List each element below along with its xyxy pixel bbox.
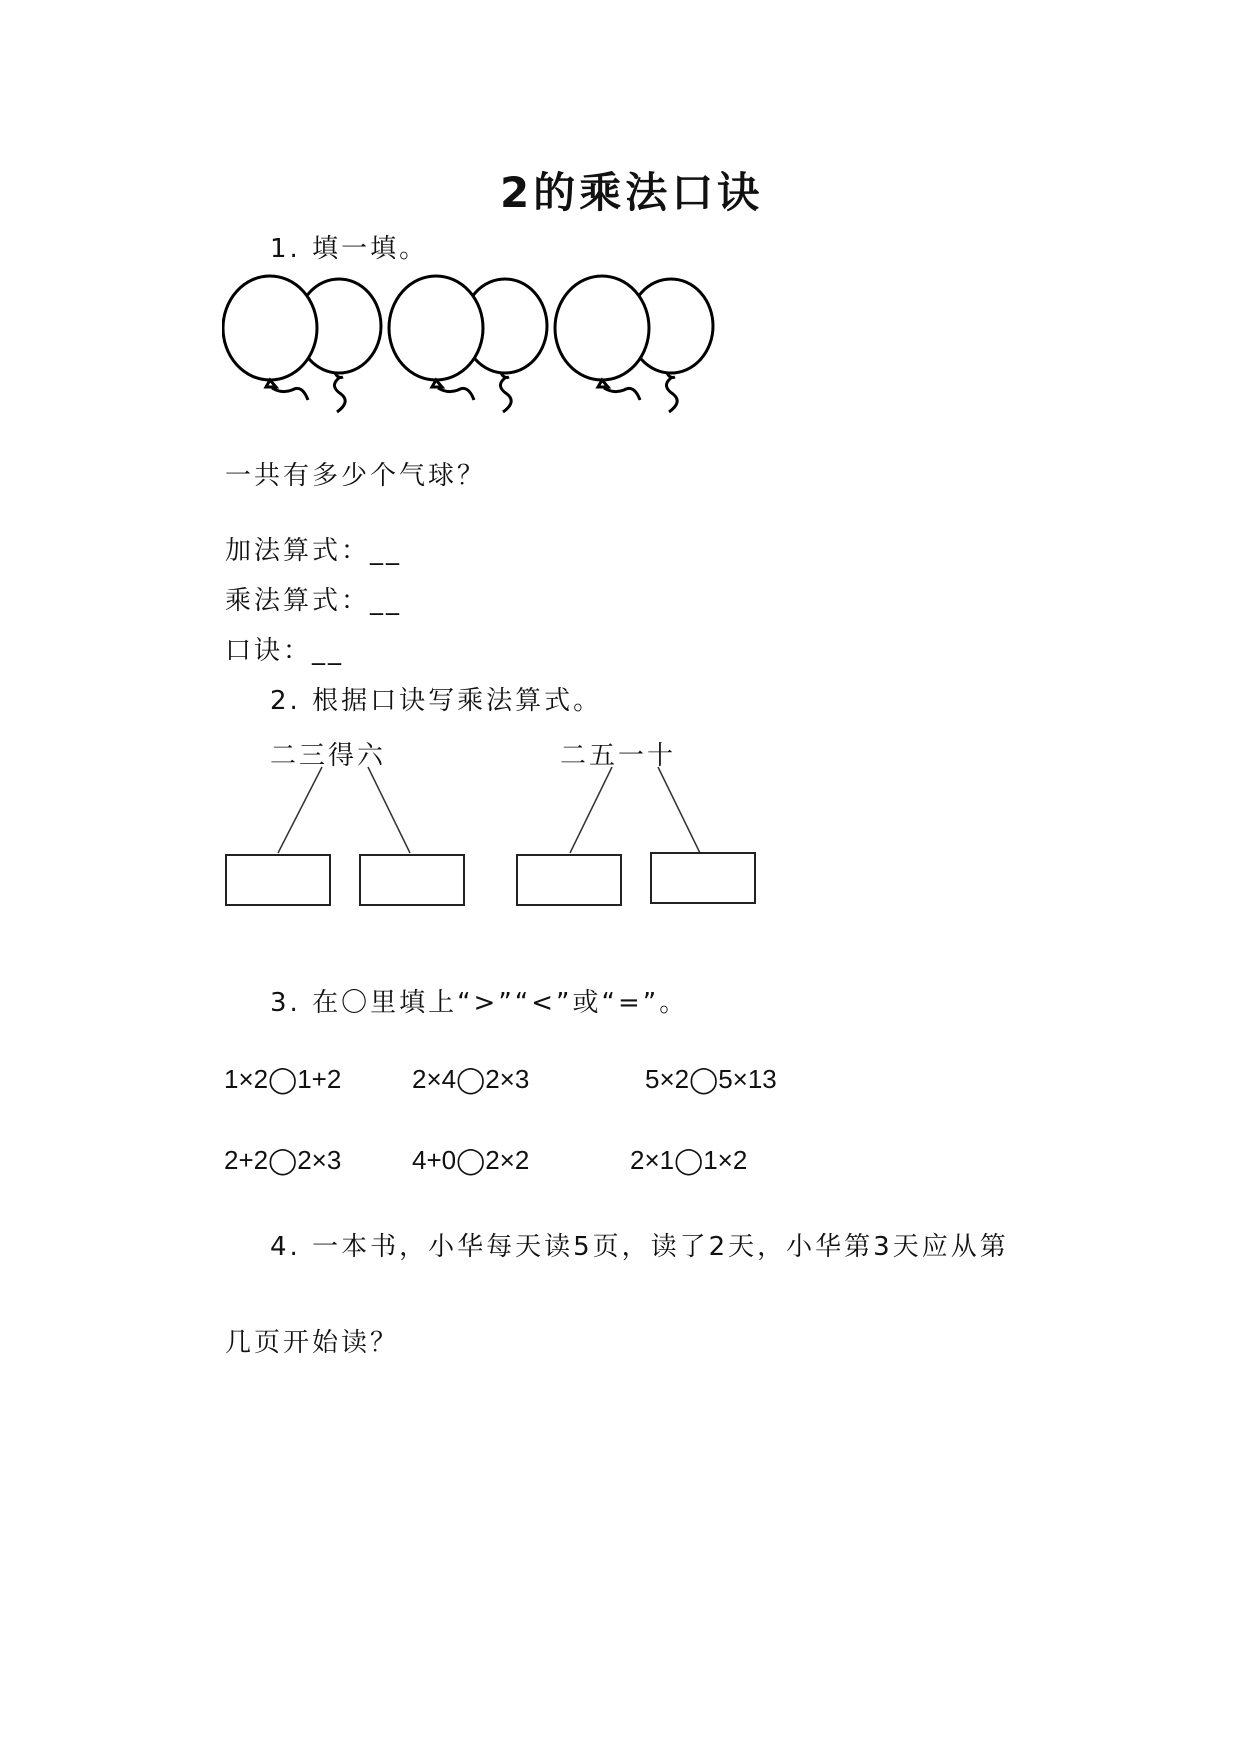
compare-expression[interactable]: 4+0◯2×2	[412, 1145, 530, 1175]
question-4-line-2: 几页开始读？	[225, 1328, 400, 1358]
mnemonic-blank[interactable]: 口诀：__	[225, 636, 345, 666]
balloons-illustration	[222, 268, 722, 418]
multiplication-formula-blank[interactable]: 乘法算式：__	[225, 586, 403, 616]
answer-box-2[interactable]	[359, 854, 465, 906]
question-3-label: 3. 在〇里填上“>”“<”或“=”。	[270, 988, 689, 1018]
compare-expression[interactable]: 1×2◯1+2	[224, 1064, 342, 1094]
question-4-line-1: 4. 一本书，小华每天读5页，读了2天，小华第3天应从第	[270, 1232, 1009, 1262]
mnemonic-item-1: 二三得六	[270, 741, 387, 771]
compare-expression[interactable]: 2×4◯2×3	[412, 1064, 530, 1094]
answer-box-4[interactable]	[650, 852, 756, 904]
question-2-label: 2. 根据口诀写乘法算式。	[270, 686, 603, 716]
answer-box-1[interactable]	[225, 854, 331, 906]
mnemonic-item-2: 二五一十	[560, 741, 677, 771]
compare-expression[interactable]: 2+2◯2×3	[224, 1145, 342, 1175]
page-title: 2的乘法口诀	[500, 168, 764, 217]
balloon-front	[223, 276, 317, 380]
question-1-prompt: 一共有多少个气球？	[225, 461, 487, 491]
addition-formula-blank[interactable]: 加法算式：__	[225, 536, 403, 566]
answer-box-3[interactable]	[516, 854, 622, 906]
compare-expression[interactable]: 5×2◯5×13	[645, 1064, 777, 1094]
compare-expression[interactable]: 2×1◯1×2	[630, 1145, 748, 1175]
question-1-label: 1. 填一填。	[270, 234, 429, 264]
